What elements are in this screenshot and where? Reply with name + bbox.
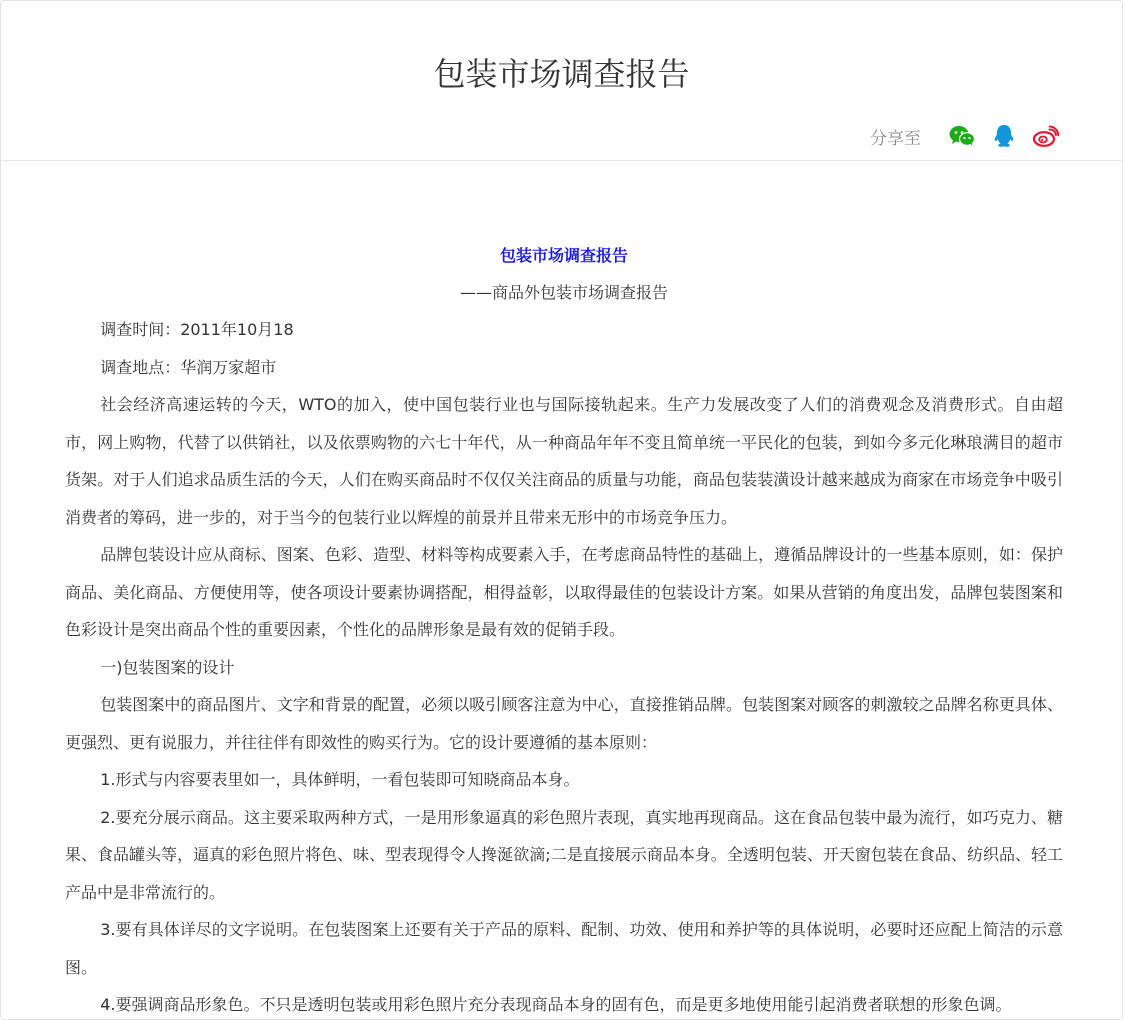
page-title: 包装市场调查报告 <box>433 55 690 93</box>
paragraph: 1.形式与内容要表里如一，具体鲜明，一看包装即可知晓商品本身。 <box>100 770 580 789</box>
paragraph: 2.要充分展示商品。这主要采取两种方式，一是用形象逼真的彩色照片表现，真实地再现商品。这在食品包装中最为流行，如巧克力、糖果、食品罐头等，逼真的彩色照片将色、味、型表现得令人搀涎欲滴;二是直接展示商品本身。全透明包装、开天窗包装在食品、纺织品、轻工产品中是非常流行的。 <box>65 807 1063 902</box>
paragraph: 4.要强调商品形象色。不只是透明包装或用彩色照片充分表现商品本身的固有色，而是更多地使用能引起消费者联想的形象色调。 <box>100 995 1012 1014</box>
paragraph: 调查地点：华润万家超市 <box>100 357 277 377</box>
article-body <box>65 237 1063 1020</box>
qq-icon[interactable] <box>990 122 1018 150</box>
paragraph: 品牌包装设计应从商标、图案、色彩、造型、材料等构成要素入手，在考虑商品特性的基础上，遵循品牌设计的一些基本原则，如：保护商品、美化商品、方便使用等，使各项设计要素协调搭配，相得益彰，以取得最佳的包装设计方案。如果从营销的角度出发，品牌包装图案和色彩设计是突出商品个性的重要因素，个性化的品牌形象是最有效的促销手段。 <box>65 545 1063 639</box>
paragraph: 社会经济高速运转的今天，WTO的加入，使中国包装行业也与国际接轨起来。生产力发展改变了人们的消费观念及消费形式。自由超市，网上购物，代替了以供销社，以及依票购物的六七十年代，从一种商品年年不变且简单统一平民化的包装，到如今多元化琳琅满目的超市货架。对于人们追求品质生活的今天，人们在购买商品时不仅仅关注商品的质量与功能，商品包装装潢设计越来越成为商家在市场竞争中吸引消费者的筹码，进一步的，对于当今的包装行业以辉煌的前景并且带来无形中的市场竞争压力。 <box>65 395 1063 527</box>
section-heading: 一)包装图案的设计 <box>100 657 235 677</box>
share-bar <box>870 121 1060 151</box>
share-label: 分享至 <box>870 128 921 149</box>
paragraph: 包装图案中的商品图片、文字和背景的配置，必须以吸引顾客注意为中心，直接推销品牌。包装图案对顾客的刺激较之品牌名称更具体、更强烈、更有说服力，并往往伴有即效性的购买行为。它的设计要遵循的基本原则： <box>65 695 1063 752</box>
document-subtitle: ——商品外包装市场调查报告 <box>459 283 668 302</box>
paragraph: 调查时间：2011年10月18 <box>100 320 294 339</box>
article-header <box>1 1 1122 161</box>
paragraph: 3.要有具体详尽的文字说明。在包装图案上还要有关于产品的原料、配制、功效、使用和养护等的具体说明，必要时还应配上简洁的示意图。 <box>65 920 1063 977</box>
wechat-icon[interactable] <box>948 122 976 150</box>
weibo-icon[interactable] <box>1032 122 1060 150</box>
document-title: 包装市场调查报告 <box>499 246 628 265</box>
